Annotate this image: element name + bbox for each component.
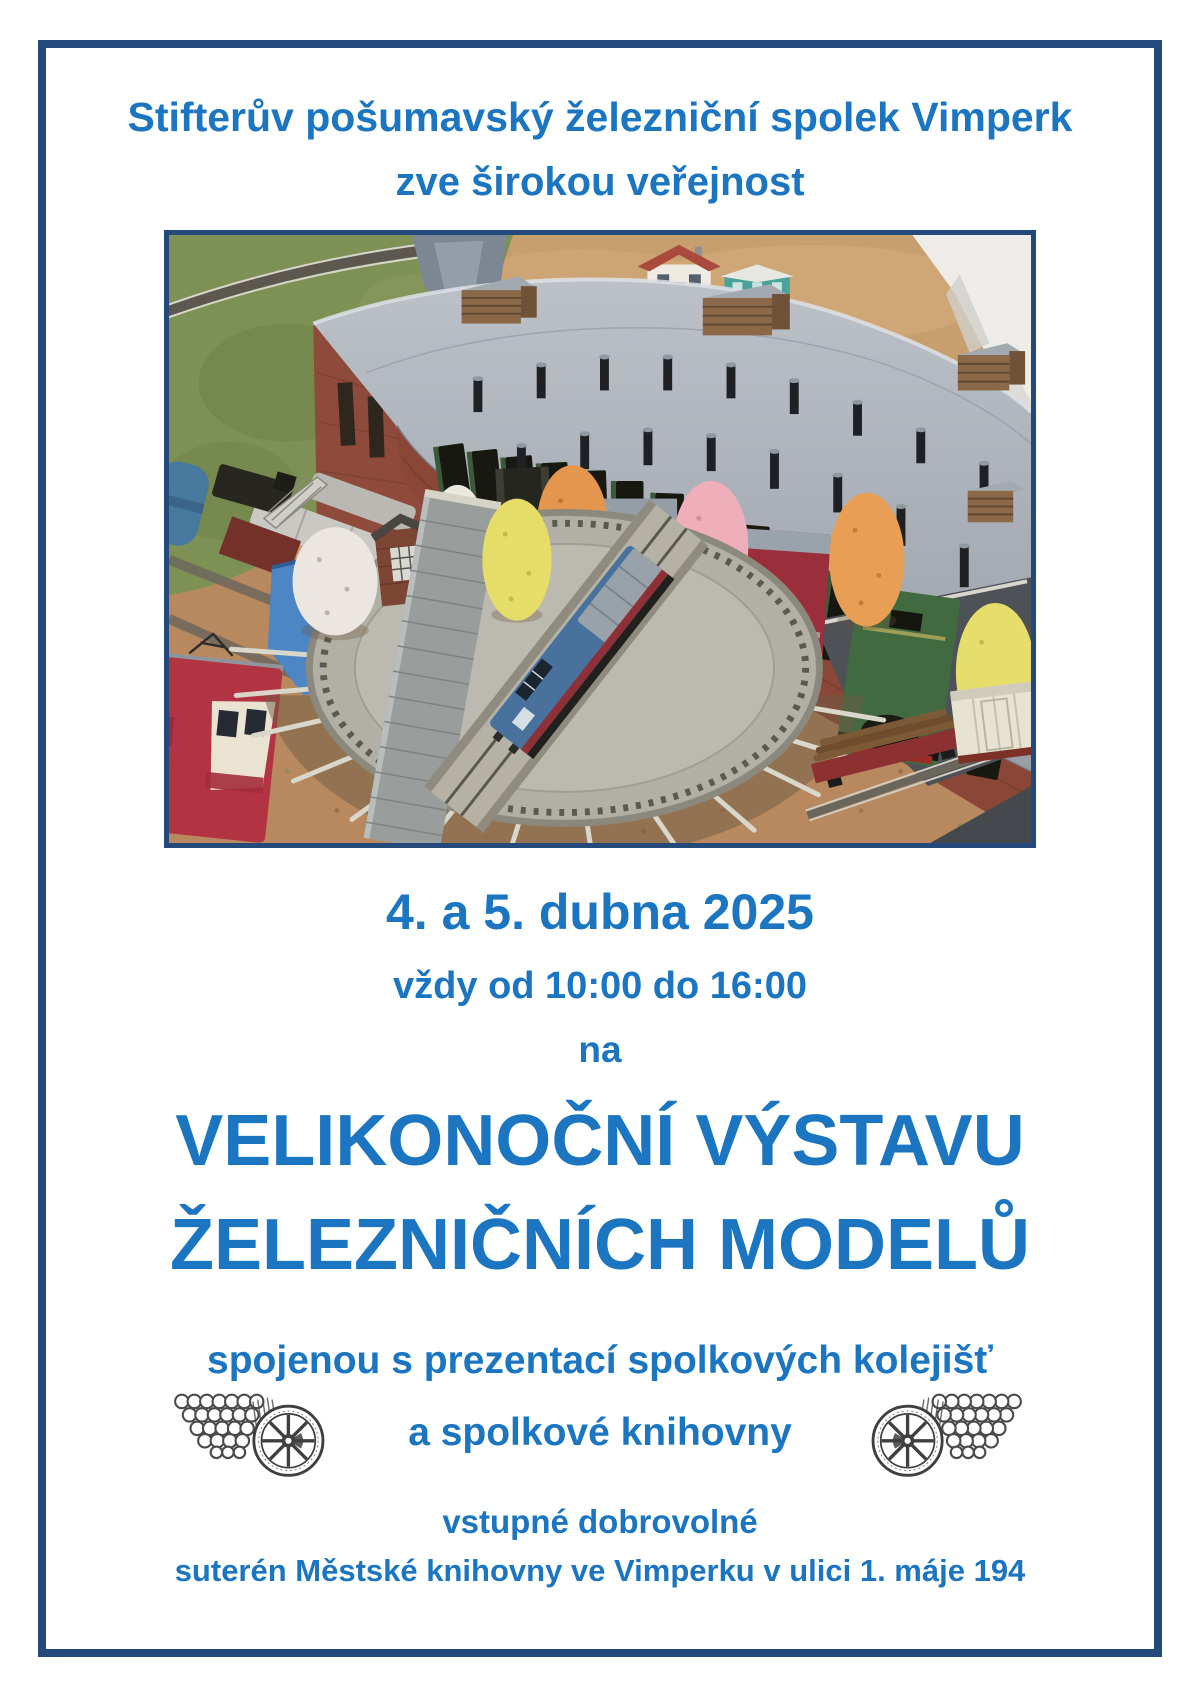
winged-wheel-icon — [864, 1388, 1028, 1484]
model-railway-photo-illustration — [169, 235, 1031, 843]
poster-photo — [164, 230, 1036, 848]
event-date: 4. a 5. dubna 2025 — [386, 884, 814, 940]
header-line2: zve širokou veřejnost — [395, 160, 805, 204]
easter-egg-orange2 — [829, 493, 904, 627]
footer-line2: suterén Městské knihovny ve Vimperku v ulici 1. máje 194 — [174, 1553, 1026, 1588]
header-line1: Stifterův pošumavský železniční spolek Vimperk — [127, 94, 1073, 140]
footer-line1: vstupné dobrovolné — [442, 1503, 758, 1540]
subtitle-line1: spojenou s prezentací spolkových kolejišť — [207, 1339, 993, 1382]
event-title-line1: VELIKONOČNÍ VÝSTAVU — [175, 1101, 1025, 1181]
cream-boxcar — [950, 681, 1031, 764]
event-time: vždy od 10:00 do 16:00 — [393, 965, 807, 1007]
poster-frame — [38, 40, 1162, 1657]
easter-egg-yellow2 — [482, 499, 551, 621]
subtitle-line2: a spolkové knihovny — [408, 1411, 792, 1454]
preposition: na — [578, 1029, 622, 1070]
event-title-line2: ŽELEZNIČNÍCH MODELŮ — [170, 1205, 1030, 1285]
winged-wheel-icon — [168, 1388, 332, 1484]
easter-egg-white-large — [293, 527, 378, 635]
